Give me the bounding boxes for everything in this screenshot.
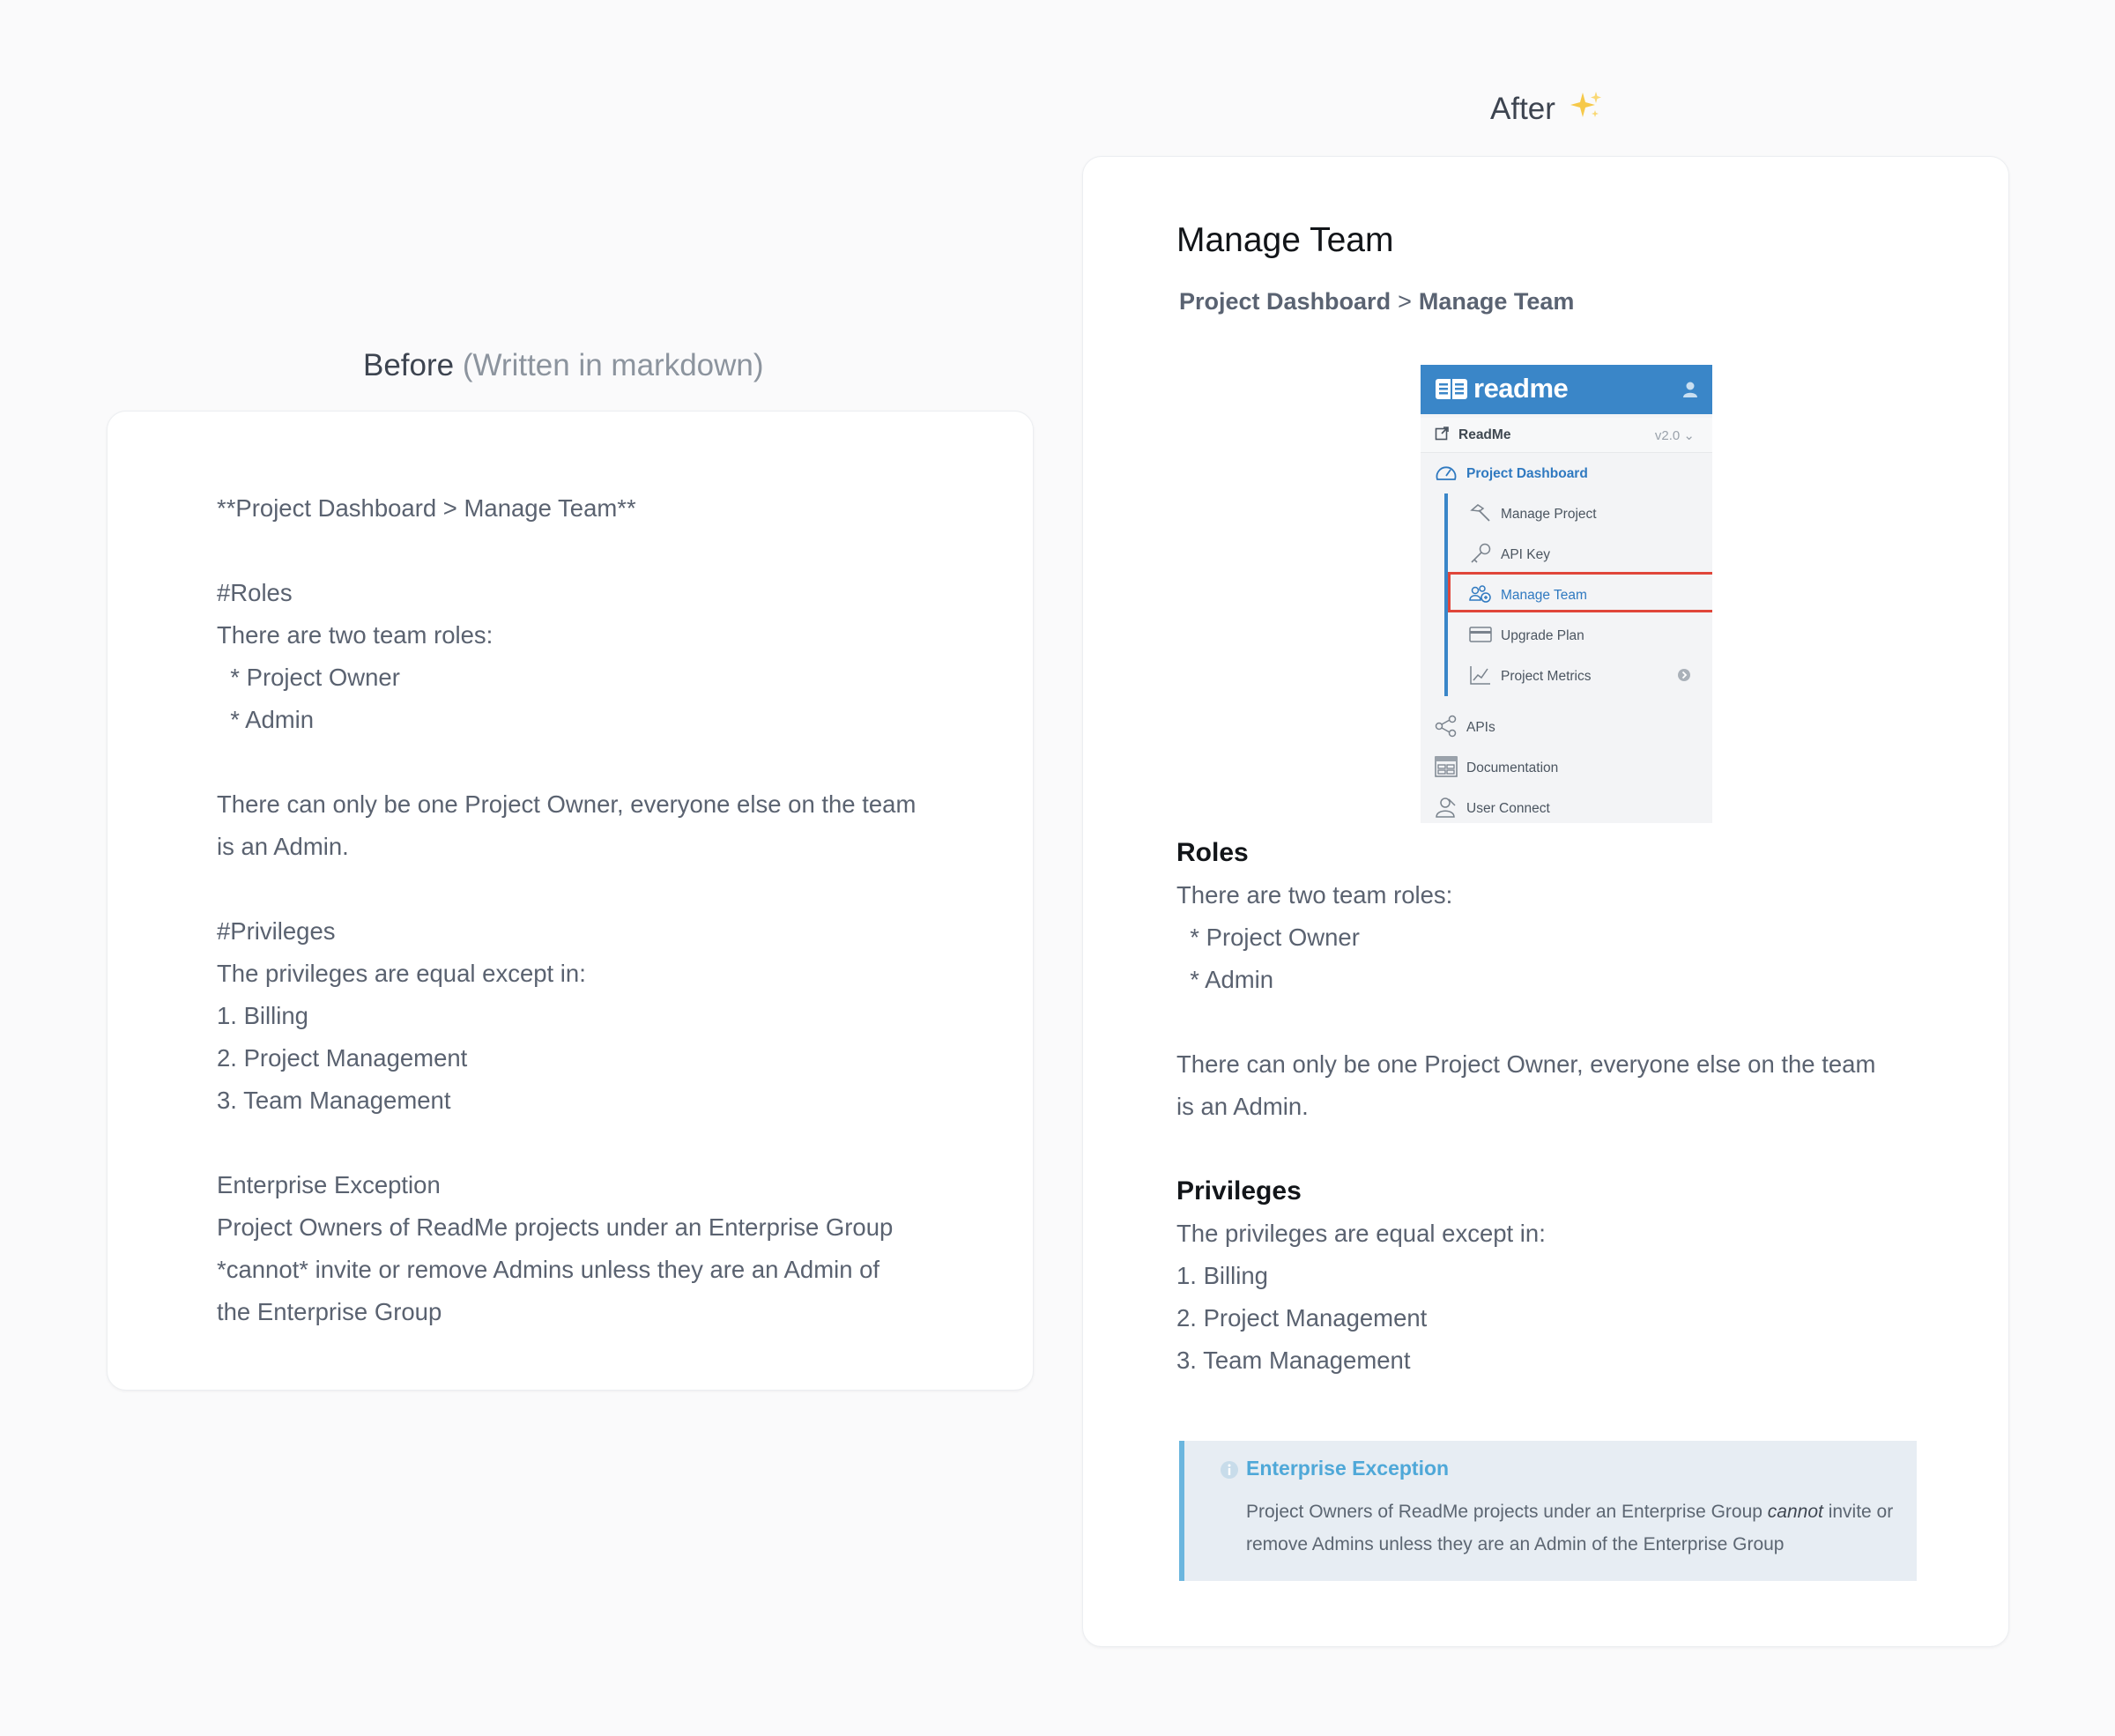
sidebar-item-documentation[interactable] (1421, 751, 1712, 786)
before-title-note: (Written in markdown) (462, 348, 764, 382)
sidebar-item-upgrade-plan[interactable] (1421, 619, 1712, 654)
text-line: 2. Project Management (217, 1044, 468, 1072)
text-line: 2. Project Management (1176, 1304, 1428, 1332)
page-title: Manage Team (1176, 221, 1394, 259)
sidebar-item-label: Upgrade Plan (1501, 628, 1584, 643)
text-line: There can only be one Project Owner, everyone else on the team (1176, 1050, 1876, 1078)
sidebar-item-label: Manage Project (1501, 507, 1597, 522)
text-line (1176, 1001, 1934, 1043)
version-select[interactable] (1655, 427, 1695, 443)
info-icon (1220, 1460, 1239, 1484)
sidebar-screenshot (1421, 365, 1712, 823)
sidebar-item-label: Manage Team (1501, 588, 1587, 603)
external-link-icon (1435, 426, 1450, 445)
book-icon (1435, 375, 1468, 402)
before-title-main: Before (363, 348, 455, 382)
breadcrumb (1179, 288, 1574, 315)
breadcrumb-separator: > (1398, 288, 1412, 315)
text-line: 1. Billing (1176, 1262, 1268, 1289)
breadcrumb-project-dashboard[interactable]: Project Dashboard (1179, 288, 1391, 315)
project-name: ReadMe (1458, 427, 1511, 442)
version-label: v2.0 (1654, 427, 1681, 443)
sidebar-item-project-dashboard[interactable] (1421, 456, 1712, 492)
user-connect-icon (1435, 796, 1458, 823)
project-switcher[interactable] (1421, 418, 1712, 453)
text-line: #Privileges (217, 917, 336, 945)
before-card (107, 411, 1034, 1391)
card-icon (1469, 626, 1492, 648)
sidebar-item-project-metrics[interactable] (1421, 659, 1712, 694)
text-line: There can only be one Project Owner, everyone else on the team (217, 790, 916, 818)
sidebar-item-label: Project Metrics (1501, 669, 1592, 684)
callout-body-start: Project Owners of ReadMe projects under an Enterprise Group (1246, 1502, 1768, 1522)
text-line (217, 741, 957, 783)
privileges-heading: Privileges (1176, 1176, 1302, 1206)
breadcrumb-manage-team[interactable]: Manage Team (1418, 288, 1575, 315)
text-line: 1. Billing (217, 1002, 308, 1029)
text-line: The privileges are equal except in: (217, 960, 586, 987)
sidebar-item-label: User Connect (1466, 801, 1550, 816)
share-icon (1435, 715, 1458, 742)
key-icon (1469, 543, 1492, 568)
dashboard-gauge-icon (1435, 463, 1458, 486)
text-line: #Roles (217, 579, 293, 606)
text-line: is an Admin. (217, 833, 349, 860)
callout-body-emphasis: cannot (1767, 1502, 1823, 1522)
roles-heading: Roles (1176, 838, 1249, 867)
chart-icon (1469, 664, 1492, 690)
enterprise-callout (1179, 1441, 1917, 1581)
callout-body-end: invite or remove Admins unless they are an Admin of the Enterprise Group (1246, 1502, 1894, 1554)
text-line: 3. Team Management (1176, 1347, 1411, 1374)
text-line: * Admin (217, 706, 315, 733)
screenshot-header (1421, 365, 1712, 414)
sidebar-item-label: Documentation (1466, 760, 1559, 775)
callout-title: Enterprise Exception (1246, 1457, 1450, 1480)
chevron-down-icon: ⌄ (1683, 427, 1695, 443)
after-card (1082, 156, 2009, 1647)
text-line: Enterprise Exception (217, 1171, 441, 1198)
hammer-icon (1469, 503, 1492, 527)
sidebar-item-label: Project Dashboard (1466, 466, 1588, 481)
after-heading (1490, 91, 1603, 129)
sidebar-item-api-key[interactable] (1421, 538, 1712, 573)
sidebar-item-label: API Key (1501, 547, 1550, 562)
text-line (217, 530, 957, 572)
text-line: There are two team roles: (217, 621, 494, 649)
readme-brand-text: readme (1473, 373, 1569, 404)
text-line: 3. Team Management (217, 1087, 451, 1114)
text-line: is an Admin. (1176, 1093, 1309, 1120)
text-line: * Admin (1176, 966, 1274, 993)
chevron-right-icon[interactable] (1677, 668, 1691, 686)
text-line (217, 868, 957, 910)
sidebar-item-manage-project[interactable] (1421, 497, 1712, 532)
text-line: Project Owners of ReadMe projects under an Enterprise Group (217, 1213, 894, 1241)
after-title-text: After (1490, 92, 1555, 126)
callout-body (1246, 1495, 1898, 1561)
text-line: There are two team roles: (1176, 881, 1453, 909)
text-line: **Project Dashboard > Manage Team** (217, 494, 636, 522)
sidebar-item-apis[interactable] (1421, 710, 1712, 746)
sidebar-item-label: APIs (1466, 720, 1495, 735)
text-line: The privileges are equal except in: (1176, 1220, 1546, 1247)
markdown-source (217, 487, 957, 1333)
text-line: * Project Owner (217, 664, 400, 691)
privileges-text (1176, 1213, 1934, 1382)
text-line: the Enterprise Group (217, 1298, 442, 1325)
text-line: * Project Owner (1176, 924, 1360, 951)
sparkles-icon (1570, 91, 1603, 129)
user-icon[interactable] (1682, 381, 1698, 403)
readme-logo (1435, 374, 1568, 404)
text-line: *cannot* invite or remove Admins unless they are an Admin of (217, 1256, 880, 1283)
highlight-box (1448, 572, 1712, 612)
doc-icon (1435, 756, 1458, 782)
sidebar-item-user-connect[interactable] (1421, 791, 1712, 823)
text-line (217, 1122, 957, 1164)
roles-text (1176, 874, 1934, 1128)
before-heading (363, 348, 764, 383)
